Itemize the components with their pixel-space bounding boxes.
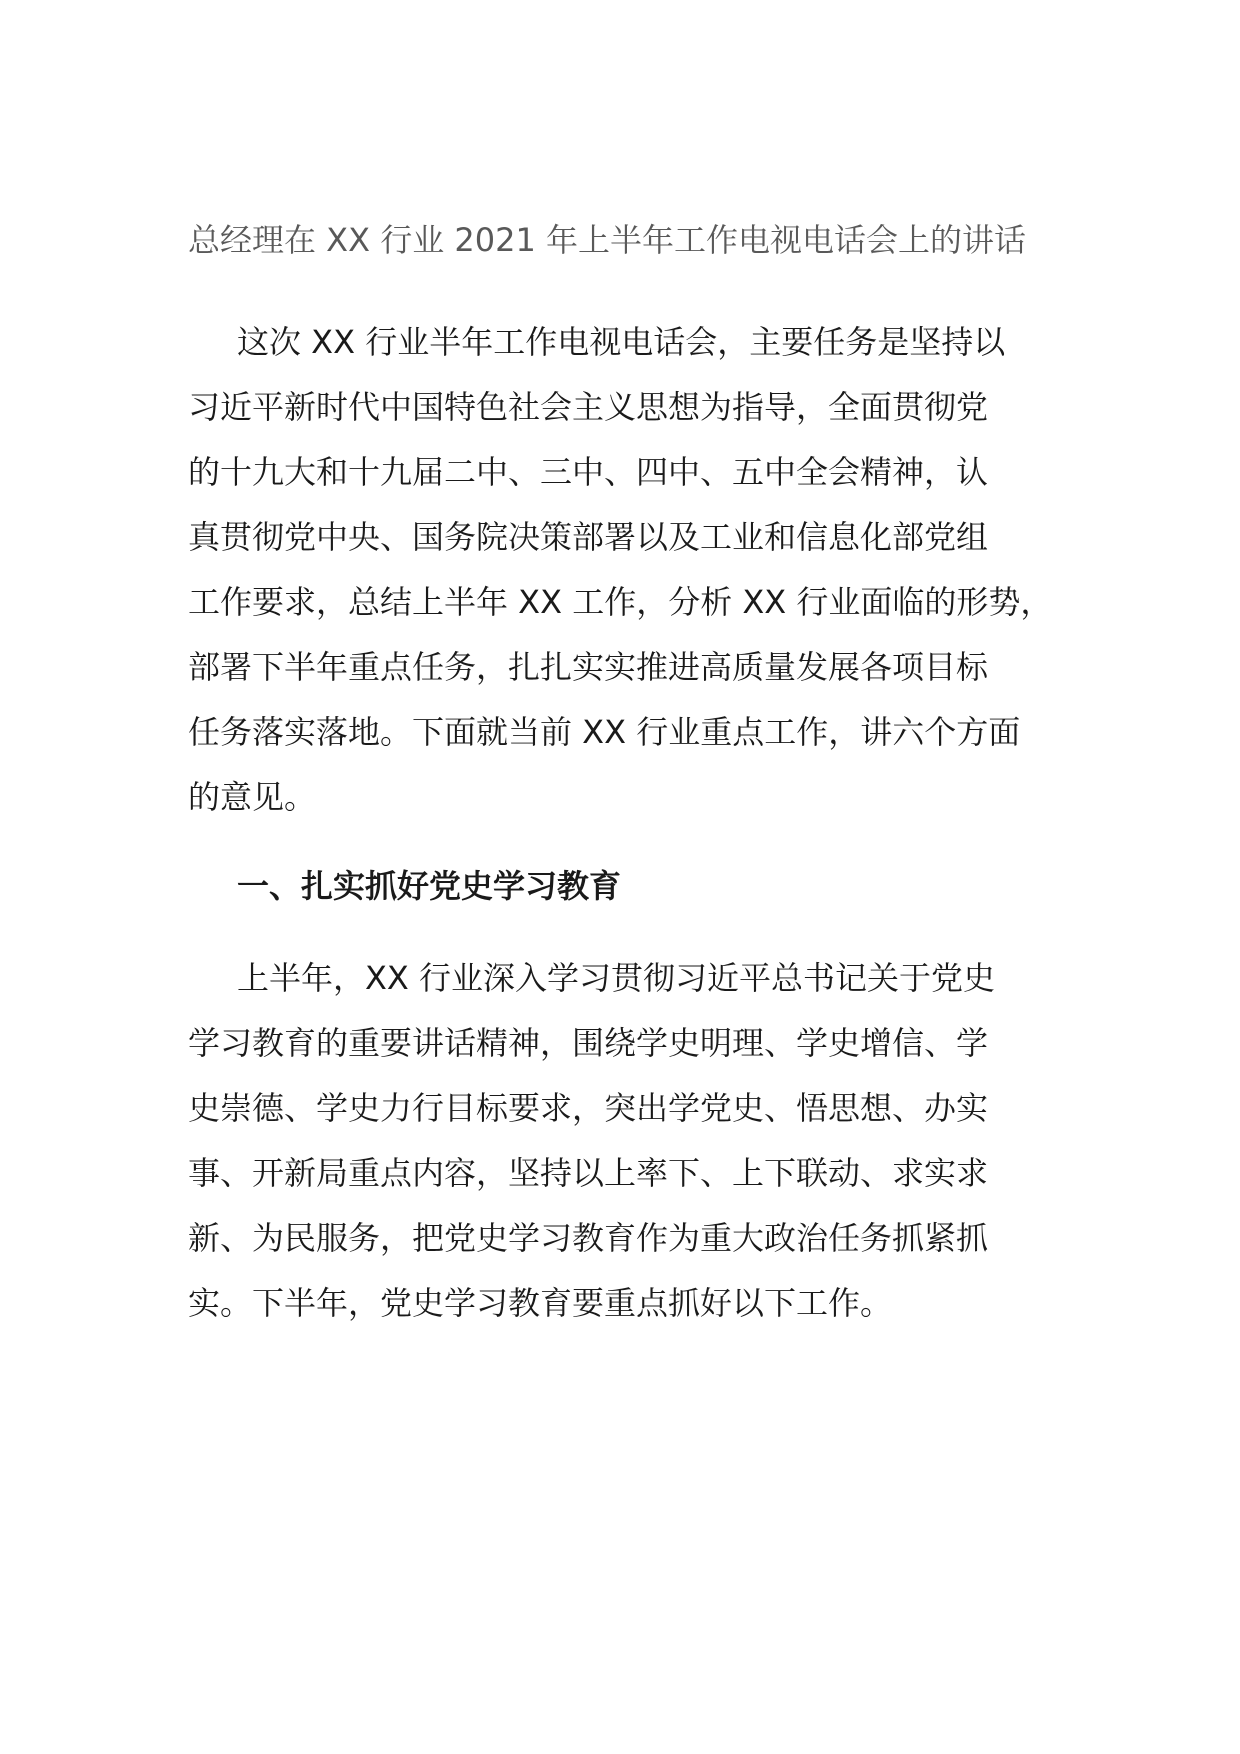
- paragraph-2-line: 事、开新局重点内容，坚持以上率下、上下联动、求实求: [188, 1154, 989, 1192]
- document-title: 总经理在 XX 行业 2021 年上半年工作电视电话会上的讲话: [188, 221, 1026, 259]
- paragraph-2-line: 学习教育的重要讲话精神，围绕学史明理、学史增信、学: [188, 1024, 989, 1062]
- paragraph-2-line: 实。下半年，党史学习教育要重点抓好以下工作。: [188, 1284, 893, 1322]
- paragraph-1-line: 的意见。: [188, 778, 317, 816]
- section-heading: 一、扎实抓好党史学习教育: [237, 867, 622, 905]
- paragraph-1-line: 工作要求，总结上半年 XX 工作，分析 XX 行业面临的形势，: [188, 583, 1053, 621]
- paragraph-2-line: 上半年，XX 行业深入学习贯彻习近平总书记关于党史: [237, 959, 996, 997]
- paragraph-2-line: 新、为民服务，把党史学习教育作为重大政治任务抓紧抓: [188, 1219, 989, 1257]
- paragraph-1-line: 真贯彻党中央、国务院决策部署以及工业和信息化部党组: [188, 518, 989, 556]
- paragraph-1-line: 这次 XX 行业半年工作电视电话会，主要任务是坚持以: [237, 323, 1006, 361]
- paragraph-1-line: 任务落实落地。下面就当前 XX 行业重点工作，讲六个方面: [188, 713, 1021, 751]
- paragraph-1-line: 习近平新时代中国特色社会主义思想为指导，全面贯彻党: [188, 388, 989, 426]
- paragraph-2-line: 史崇德、学史力行目标要求，突出学党史、悟思想、办实: [188, 1089, 989, 1127]
- paragraph-1-line: 的十九大和十九届二中、三中、四中、五中全会精神，认: [188, 453, 989, 491]
- paragraph-1-line: 部署下半年重点任务，扎扎实实推进高质量发展各项目标: [188, 648, 989, 686]
